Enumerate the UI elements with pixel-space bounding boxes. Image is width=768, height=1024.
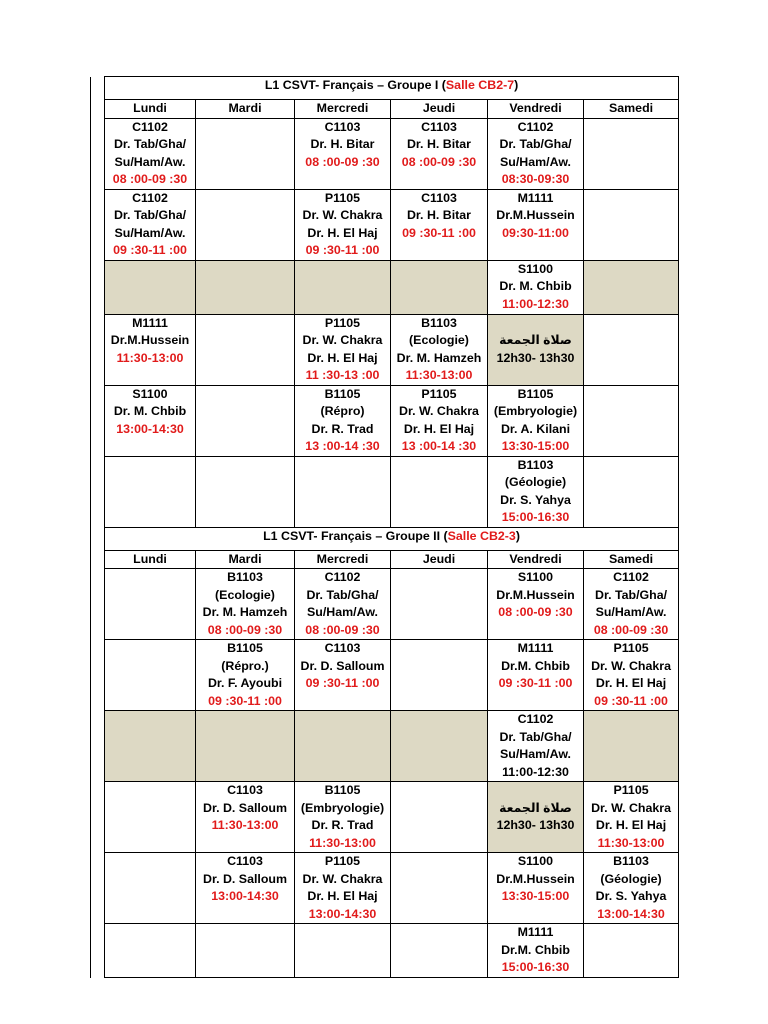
course-time: 09 :30-11 :00 (594, 693, 668, 708)
schedule-document (90, 76, 678, 978)
day-header: Lundi (105, 550, 196, 569)
schedule-cell (584, 189, 679, 260)
group-title (105, 527, 679, 550)
course-code: S1100 (132, 386, 168, 401)
schedule-cell (488, 385, 584, 456)
schedule-cell (105, 569, 196, 640)
schedule-cell (105, 456, 196, 527)
course-detail: Su/Ham/Aw. (114, 154, 186, 169)
slot-row (91, 569, 679, 640)
schedule-cell (391, 711, 488, 782)
gutter (91, 456, 105, 527)
course-time: 08 :00-09 :30 (593, 622, 669, 637)
schedule-cell (584, 782, 679, 853)
course-time: 13:00-14:30 (211, 889, 279, 903)
slot-row (91, 456, 679, 527)
schedule-cell (391, 924, 488, 978)
group-title-row (91, 77, 679, 100)
slot-row (91, 118, 679, 189)
schedule-cell (584, 711, 679, 782)
course-detail: Su/Ham/Aw. (114, 225, 186, 240)
schedule-cell (488, 853, 584, 924)
slot-row (91, 711, 679, 782)
course-code: P1105 (613, 783, 649, 797)
slot-row (91, 385, 679, 456)
schedule-cell (295, 853, 391, 924)
course-code: B1103 (613, 854, 649, 868)
schedule-cell (488, 782, 584, 853)
course-time: 08 :00-09 :30 (207, 622, 283, 637)
course-code: B1103 (421, 315, 457, 330)
course-detail: (Ecologie) (409, 333, 469, 347)
schedule-cell (391, 569, 488, 640)
schedule-cell (295, 924, 391, 978)
course-detail: (Répro.) (221, 658, 269, 673)
gutter (91, 527, 105, 550)
schedule-cell (488, 189, 584, 260)
course-detail: (Ecologie) (215, 587, 275, 602)
schedule-cell (105, 640, 196, 711)
course-detail: Dr. H. El Haj (403, 421, 475, 436)
gutter (91, 640, 105, 711)
course-detail: Dr. D. Salloum (203, 871, 287, 886)
course-detail: Dr. R. Trad (311, 818, 374, 832)
course-detail: Dr.M.Hussein (110, 333, 190, 347)
day-header: Mercredi (295, 550, 391, 569)
schedule-cell (196, 853, 295, 924)
schedule-cell (196, 711, 295, 782)
group-title (105, 77, 679, 100)
schedule-cell (105, 189, 196, 260)
day-header-row (91, 100, 679, 119)
schedule-cell (584, 853, 679, 924)
course-time: 11:00-12:30 (502, 296, 569, 311)
day-header: Vendredi (488, 550, 584, 569)
course-time: 13:30-15:00 (501, 439, 570, 453)
schedule-cell (488, 456, 584, 527)
course-code: C1102 (517, 712, 554, 726)
prayer-time: 12h30- 13h30 (496, 350, 575, 365)
course-code: B1105 (517, 386, 554, 401)
course-detail: (Géologie) (504, 475, 567, 489)
course-detail: Dr. H. El Haj (595, 676, 667, 690)
course-detail: (Embryologie) (300, 800, 385, 815)
schedule-cell (391, 640, 488, 711)
slot-row (91, 853, 679, 924)
course-code: C1103 (324, 119, 361, 134)
schedule-cell (295, 385, 391, 456)
course-code: B1105 (227, 641, 263, 655)
course-code: B1105 (324, 386, 361, 401)
course-time: 08 :00-09 :30 (305, 154, 380, 169)
course-detail: Dr. M. Hamzeh (202, 605, 288, 619)
course-time: 09 :30-11 :00 (208, 693, 282, 708)
course-time: 08 :00-09 :30 (112, 172, 188, 186)
schedule-cell (196, 782, 295, 853)
course-time: 11:30-13:00 (211, 818, 279, 832)
course-time: 09 :30-11 :00 (305, 243, 380, 257)
schedule-cell (295, 640, 391, 711)
course-detail: Dr. W. Chakra (591, 658, 671, 673)
gutter (91, 314, 105, 385)
course-detail: Dr.M.Hussein (496, 871, 575, 886)
schedule-cell (391, 260, 488, 314)
gutter (91, 711, 105, 782)
schedule-cell (584, 569, 679, 640)
schedule-cell (105, 711, 196, 782)
course-detail: Dr. M. Chbib (499, 279, 572, 293)
course-time: 09 :30-11 :00 (113, 243, 187, 257)
course-detail: Dr. H. El Haj (307, 350, 378, 365)
schedule-cell (295, 782, 391, 853)
schedule-cell (488, 924, 584, 978)
course-code: M1111 (517, 641, 554, 655)
course-detail: Dr.M. Chbib (501, 942, 570, 957)
gutter (91, 569, 105, 640)
schedule-cell (105, 853, 196, 924)
course-time: 13 :00-14 :30 (305, 439, 380, 453)
course-code: M1111 (517, 925, 554, 939)
course-detail: Dr. W. Chakra (591, 800, 671, 815)
course-detail: (Embryologie) (493, 404, 578, 418)
schedule-cell (391, 118, 488, 189)
schedule-cell (488, 118, 584, 189)
course-detail: Dr. Tab/Gha/ (499, 137, 572, 151)
slot-row (91, 640, 679, 711)
course-detail: Dr. A. Kilani (500, 421, 571, 436)
schedule-cell (105, 260, 196, 314)
schedule-cell (584, 924, 679, 978)
course-detail: Dr. S. Yahya (500, 492, 571, 507)
schedule-cell (196, 189, 295, 260)
slot-row (91, 314, 679, 385)
gutter (91, 260, 105, 314)
group-title-text: L1 CSVT- Français – Groupe I ( (264, 78, 446, 92)
day-header: Mardi (196, 100, 295, 119)
day-header: Jeudi (391, 550, 488, 569)
schedule-cell (584, 118, 679, 189)
course-time: 13:00-14:30 (308, 906, 377, 921)
course-detail: Su/Ham/Aw. (307, 605, 378, 619)
course-detail: (Répro) (320, 404, 365, 418)
day-header: Samedi (584, 100, 679, 119)
course-code: B1103 (517, 457, 554, 472)
day-header: Mercredi (295, 100, 391, 119)
prayer-time: 12h30- 13h30 (496, 818, 575, 832)
schedule-cell (105, 924, 196, 978)
course-detail: Dr. W. Chakra (302, 208, 383, 222)
gutter (91, 100, 105, 119)
course-code: C1102 (324, 570, 361, 584)
gutter (91, 118, 105, 189)
course-detail: Dr. Tab/Gha/ (113, 208, 187, 222)
course-detail: Dr. R. Trad (311, 421, 374, 436)
course-code: M1111 (517, 190, 554, 205)
course-detail: Dr. Tab/Gha/ (113, 137, 187, 151)
gutter (91, 77, 105, 100)
course-time: 11:30-13:00 (597, 835, 665, 850)
course-time: 11:00-12:30 (502, 764, 569, 779)
gutter (91, 189, 105, 260)
course-detail: Dr. F. Ayoubi (207, 676, 283, 690)
day-header: Lundi (105, 100, 196, 119)
course-detail: Su/Ham/Aw. (595, 605, 667, 619)
schedule-cell (295, 314, 391, 385)
schedule-cell (584, 385, 679, 456)
schedule-cell (391, 314, 488, 385)
course-time: 13 :00-14 :30 (401, 439, 477, 453)
schedule-cell (196, 640, 295, 711)
group-title-end: ) (514, 78, 519, 92)
schedule-cell (295, 189, 391, 260)
schedule-cell (295, 260, 391, 314)
course-time: 08 :00-09 :30 (305, 622, 380, 637)
course-detail: Dr. W. Chakra (399, 404, 479, 418)
course-detail: Dr. D. Salloum (203, 800, 287, 815)
course-detail: Su/Ham/Aw. (500, 154, 571, 169)
course-detail: Dr. W. Chakra (302, 333, 383, 347)
schedule-cell (295, 711, 391, 782)
schedule-cell (196, 385, 295, 456)
course-time: 09 :30-11 :00 (305, 676, 380, 690)
course-time: 11 :30-13 :00 (305, 368, 380, 382)
course-time: 11:30-13:00 (405, 368, 473, 382)
slot-row (91, 189, 679, 260)
schedule-cell (196, 118, 295, 189)
room-label: Salle CB2-7 (445, 78, 515, 92)
schedule-cell (295, 569, 391, 640)
course-code: P1105 (613, 641, 649, 655)
course-detail: Dr. W. Chakra (302, 871, 383, 886)
course-code: C1103 (227, 854, 263, 868)
schedule-cell (105, 385, 196, 456)
course-detail: Dr. Tab/Gha/ (595, 587, 668, 602)
schedule-cell (488, 711, 584, 782)
schedule-cell (584, 260, 679, 314)
course-detail: (Géologie) (600, 871, 662, 886)
timetable (90, 76, 679, 978)
gutter (91, 550, 105, 569)
course-detail: Dr. H. Bitar (310, 137, 375, 151)
course-code: P1105 (324, 315, 361, 330)
course-time: 09 :30-11 :00 (402, 225, 476, 240)
course-detail: Dr. D. Salloum (300, 658, 385, 673)
course-code: S1100 (517, 570, 554, 584)
schedule-cell (488, 640, 584, 711)
room-label: Salle CB2-3 (447, 528, 516, 543)
course-time: 08 :00-09 :30 (401, 154, 477, 169)
course-detail: Dr.M.Hussein (496, 208, 575, 222)
schedule-cell (295, 118, 391, 189)
course-time: 13:00-14:30 (597, 906, 665, 921)
course-code: C1102 (613, 570, 649, 584)
course-detail: Dr. M. Hamzeh (396, 350, 482, 365)
course-detail: Dr. M. Chbib (113, 404, 187, 418)
schedule-cell (584, 640, 679, 711)
course-detail: Dr. Tab/Gha/ (499, 729, 572, 744)
course-time: 09:30-11:00 (502, 225, 569, 240)
schedule-cell (196, 569, 295, 640)
course-code: C1103 (421, 119, 457, 134)
prayer-label-arabic: صلاة الجمعة (499, 800, 572, 815)
schedule-cell (295, 456, 391, 527)
course-time: 11:30-13:00 (116, 350, 184, 365)
course-detail: Dr. H. El Haj (307, 889, 378, 903)
course-time: 11:30-13:00 (309, 835, 376, 850)
course-time: 13:00-14:30 (116, 421, 184, 436)
day-header: Samedi (584, 550, 679, 569)
course-code: C1103 (227, 783, 263, 797)
course-time: 13:30-15:00 (501, 889, 570, 903)
gutter (91, 782, 105, 853)
schedule-cell (391, 853, 488, 924)
schedule-cell (391, 456, 488, 527)
course-detail: Dr. H. El Haj (595, 818, 667, 832)
slot-row (91, 782, 679, 853)
course-time: 15:00-16:30 (501, 960, 570, 974)
group-title-text: L1 CSVT- Français – Groupe II ( (263, 528, 448, 543)
schedule-cell (196, 314, 295, 385)
schedule-cell (196, 260, 295, 314)
day-header-row (91, 550, 679, 569)
slot-row (91, 260, 679, 314)
course-detail: Dr. H. Bitar (406, 137, 472, 151)
schedule-cell (584, 456, 679, 527)
slot-row (91, 924, 679, 978)
schedule-cell (196, 924, 295, 978)
course-detail: Dr.M.Hussein (496, 587, 575, 602)
gutter (91, 385, 105, 456)
course-detail: Su/Ham/Aw. (500, 747, 571, 761)
schedule-cell (488, 260, 584, 314)
schedule-cell (391, 189, 488, 260)
schedule-cell (391, 385, 488, 456)
day-header: Mardi (196, 550, 295, 569)
course-detail: Dr. H. El Haj (307, 225, 378, 240)
course-code: S1100 (517, 261, 554, 276)
schedule-cell (105, 314, 196, 385)
course-code: C1102 (517, 119, 554, 134)
course-time: 09 :30-11 :00 (498, 676, 573, 690)
course-code: P1105 (421, 386, 457, 401)
schedule-cell (105, 782, 196, 853)
course-code: C1103 (421, 190, 457, 205)
course-detail: Dr.M. Chbib (501, 658, 570, 673)
course-time: 08:30-09:30 (501, 172, 570, 186)
day-header: Jeudi (391, 100, 488, 119)
course-time: 08 :00-09 :30 (498, 605, 573, 619)
group-title-row (91, 527, 679, 550)
course-code: S1100 (517, 854, 554, 868)
course-code: C1102 (132, 190, 168, 205)
schedule-cell (488, 314, 584, 385)
gutter (91, 924, 105, 978)
course-code: C1103 (324, 641, 361, 655)
gutter (91, 853, 105, 924)
schedule-cell (391, 782, 488, 853)
course-code: B1105 (324, 783, 361, 797)
group-title-end: ) (515, 528, 520, 543)
course-detail: Dr. Tab/Gha/ (306, 587, 379, 602)
prayer-label-arabic: صلاة الجمعة (499, 333, 572, 347)
course-code: P1105 (324, 190, 361, 205)
schedule-cell (488, 569, 584, 640)
course-code: B1103 (227, 570, 263, 584)
course-detail: Dr. H. Bitar (406, 208, 472, 222)
course-code: M1111 (132, 315, 168, 330)
day-header: Vendredi (488, 100, 584, 119)
course-code: C1102 (132, 119, 168, 134)
course-code: P1105 (324, 854, 361, 868)
schedule-cell (196, 456, 295, 527)
schedule-cell (105, 118, 196, 189)
course-time: 15:00-16:30 (501, 510, 570, 524)
course-detail: Dr. S. Yahya (595, 889, 667, 903)
schedule-cell (584, 314, 679, 385)
